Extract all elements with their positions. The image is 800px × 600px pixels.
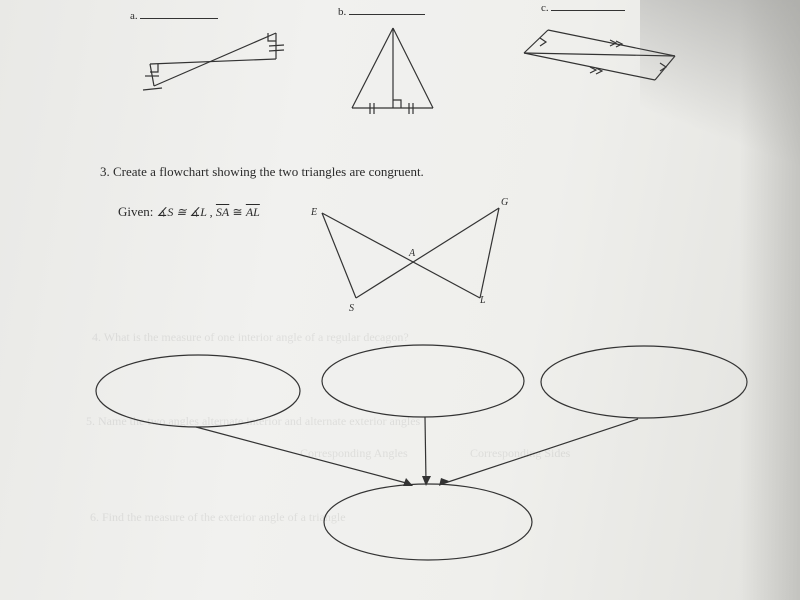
given-segment-al: $\overline{AL}$ <box>245 205 260 219</box>
flowchart-arrow-1 <box>196 427 410 484</box>
label-a-text: a. <box>130 10 138 22</box>
flowchart-oval-1[interactable] <box>96 355 300 427</box>
label-c-text: c. <box>541 2 549 14</box>
given-label: Given: <box>118 204 154 219</box>
figure-a-triangles <box>143 33 284 90</box>
given-segment-sa: $\overline{SA}$ <box>215 205 230 219</box>
ghost-text-corr-angles: Corresponding Angles <box>300 446 408 460</box>
photo-shadow-edge <box>740 0 800 600</box>
figure-b-triangle <box>352 28 433 114</box>
point-label-l: L <box>480 295 486 306</box>
flowchart-arrow-3 <box>442 419 638 484</box>
point-label-s: S <box>349 303 354 314</box>
flowchart-arrow-2 <box>425 417 426 482</box>
flowchart-oval-2[interactable] <box>322 345 524 417</box>
point-label-e: E <box>311 207 318 218</box>
label-b-text: b. <box>338 6 347 18</box>
ghost-text-q4: 4. What is the measure of one interior angle of a regular decagon? <box>92 330 409 344</box>
given-congruent-symbol: ≅ <box>232 205 243 219</box>
question-text: Create a flowchart showing the two triangles are congruent. <box>113 164 424 179</box>
flowchart-oval-conclusion[interactable] <box>324 484 532 560</box>
point-label-g: G <box>501 197 509 208</box>
flowchart-oval-3[interactable] <box>541 346 747 418</box>
point-label-a: A <box>409 248 416 259</box>
ghost-text-q5: 5. Name the two angles alternate interior and alternate exterior angles <box>86 414 421 428</box>
given-angle-congruence: ∡S ≅ ∡L , <box>156 205 213 219</box>
ghost-text-corr-sides: Corresponding Sides <box>470 446 571 460</box>
ghost-text-q6: 6. Find the measure of the exterior angle of a triangle <box>90 510 346 524</box>
question-number: 3. <box>100 164 110 179</box>
arrowhead-1 <box>403 478 413 486</box>
